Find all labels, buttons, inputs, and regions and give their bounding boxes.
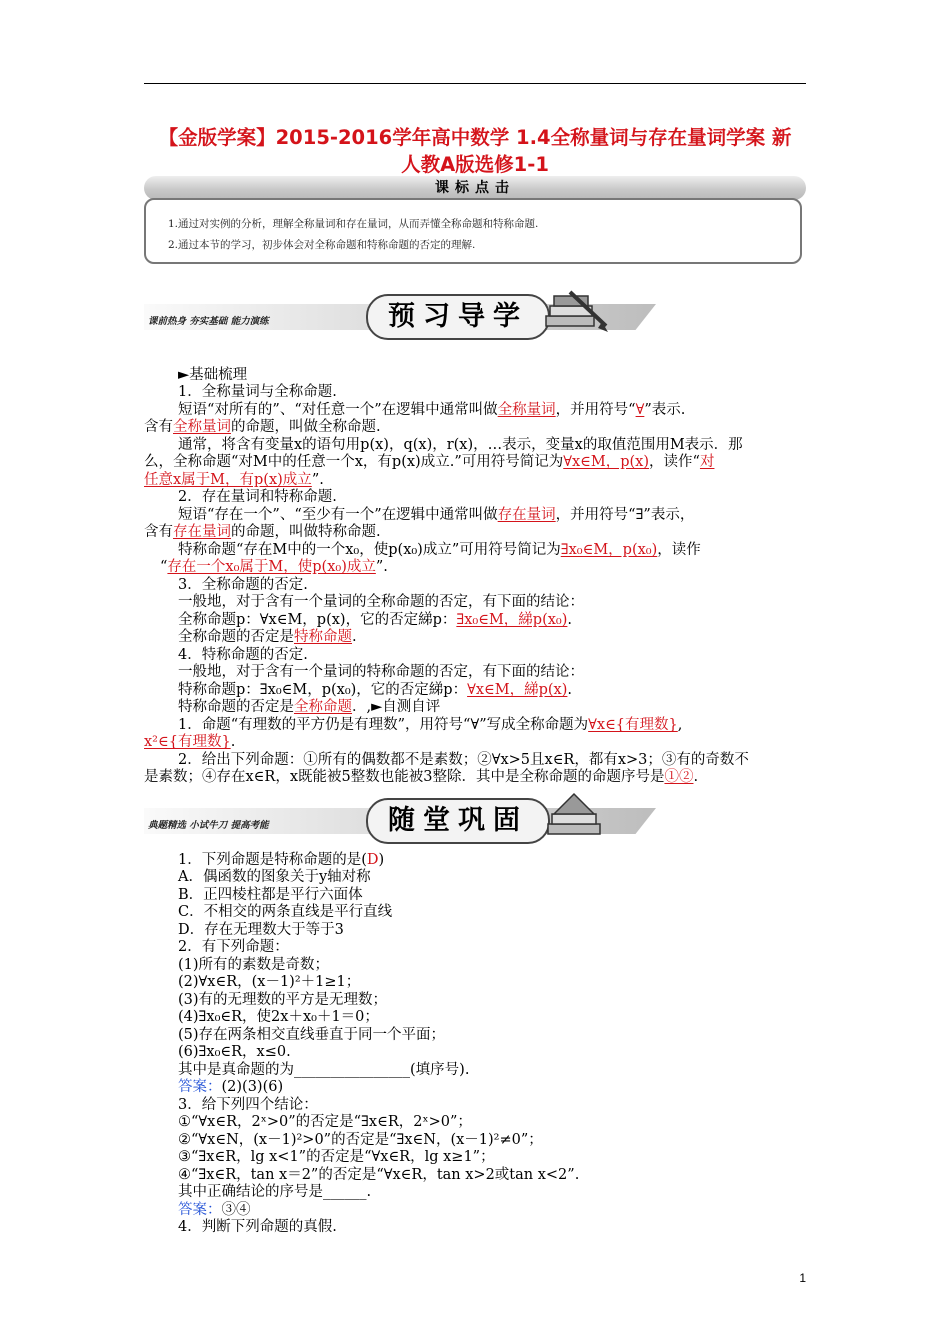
text-segment: . bbox=[230, 734, 236, 750]
text-segment: D bbox=[366, 852, 379, 868]
text-line bbox=[144, 769, 698, 786]
text-line bbox=[178, 957, 329, 974]
answer-fill: 全称量词 bbox=[173, 419, 231, 435]
answer-fill: 对 bbox=[699, 454, 715, 470]
text-line bbox=[178, 629, 357, 646]
text-segment: A．偶函数的图象关于y轴对称 bbox=[178, 869, 371, 885]
section-title: 随堂巩固 bbox=[366, 798, 550, 844]
answer-fill: 特称命题 bbox=[294, 629, 352, 645]
text-segment: ，读作“ bbox=[649, 454, 700, 470]
text-line bbox=[144, 524, 381, 541]
text-segment: B．正四棱柱都是平行六面体 bbox=[178, 887, 363, 903]
text-line bbox=[178, 647, 308, 664]
answer-fill: ∃x₀∈M，p(x₀) bbox=[560, 542, 658, 558]
page-number: 1 bbox=[799, 1271, 806, 1285]
text-segment: ②“∀x∈N，(x－1)²>0”的否定是“∃x∈N，(x－1)²≠0”； bbox=[178, 1132, 543, 1148]
text-segment: . bbox=[567, 682, 572, 698]
text-line bbox=[178, 664, 584, 681]
text-segment: 短语“对所有的”、“对任意一个”在逻辑中通常叫做 bbox=[178, 402, 498, 418]
text-segment: 是素数；④存在x∈R，x既能被5整数也能被3整除．其中是全称命题的命题序号是 bbox=[144, 769, 665, 785]
text-segment: (3)有的无理数的平方是无理数； bbox=[178, 992, 388, 1008]
text-segment: ①“∀x∈R，2ˣ>0”的否定是“∃x∈R，2ˣ>0”； bbox=[178, 1114, 472, 1130]
text-segment: 么，全称命题“对M中的任意一个x，有p(x)成立.”可用符号简记为 bbox=[144, 454, 564, 470]
text-line bbox=[178, 717, 682, 734]
answer-fill: 全称量词 bbox=[497, 402, 556, 418]
answer-fill: ①② bbox=[664, 769, 694, 785]
text-line bbox=[178, 699, 440, 716]
text-line bbox=[178, 489, 337, 506]
text-segment: . bbox=[693, 769, 699, 785]
text-line bbox=[144, 454, 714, 471]
text-line bbox=[178, 752, 749, 769]
text-segment: 其中正确结论的序号是______. bbox=[178, 1184, 372, 1200]
answer-fill: ∀x∈{有理数} bbox=[588, 717, 678, 733]
text-line bbox=[178, 542, 701, 559]
text-segment: 2．有下列命题： bbox=[178, 939, 289, 955]
objectives-banner: 课标点击 bbox=[144, 176, 806, 200]
text-segment: 2．给出下列命题：①所有的偶数都不是素数；②∀x>5且x∈R，都有x>3；③有的奇数不 bbox=[178, 752, 749, 768]
answer-fill: ∀x∈M，綈p(x) bbox=[467, 682, 568, 698]
text-line bbox=[178, 1132, 543, 1149]
text-segment: 1．下列命题是特称命题的是( bbox=[178, 852, 367, 868]
answer-fill: 存在一个x₀属于M，使p(x₀)成立 bbox=[167, 559, 376, 575]
text-segment: 3．给下列四个结论： bbox=[178, 1097, 318, 1113]
text-segment: ►基础梳理 bbox=[178, 367, 248, 383]
objectives-box bbox=[144, 198, 802, 264]
text-segment: (2)(3)(6) bbox=[221, 1079, 284, 1095]
text-line bbox=[178, 507, 694, 524]
text-line bbox=[178, 402, 685, 419]
text-segment: ，并用符号“∃”表示， bbox=[555, 507, 695, 523]
text-line bbox=[144, 734, 235, 751]
answer-fill: ∃x₀∈M，綈p(x₀) bbox=[456, 612, 568, 628]
text-line bbox=[178, 594, 584, 611]
text-segment: 全称命题的否定是 bbox=[178, 629, 294, 645]
text-segment: ．,►自测自评 bbox=[352, 699, 441, 715]
text-segment: 一般地，对于含有一个量词的全称命题的否定，有下面的结论： bbox=[178, 594, 584, 610]
text-segment: 通常，将含有变量x的语句用p(x)，q(x)，r(x)，…表示，变量x的取值范围用M表示．那 bbox=[178, 437, 743, 453]
text-line bbox=[144, 472, 324, 489]
text-segment: ，读作 bbox=[657, 542, 701, 558]
section-tagline: 课前热身 夯实基础 能力演练 bbox=[148, 316, 269, 327]
answer-fill: 任意x属于M，有p(x)成立 bbox=[144, 472, 312, 488]
text-line bbox=[144, 419, 381, 436]
answer-fill: ∀x∈M，p(x) bbox=[563, 454, 650, 470]
text-segment: (5)存在两条相交直线垂直于同一个平面； bbox=[178, 1027, 446, 1043]
text-segment: 4．特称命题的否定. bbox=[178, 647, 308, 663]
title-line-1: 【金版学案】2015-2016学年高中数学 1.4全称量词与存在量词学案 新 bbox=[158, 126, 792, 149]
text-segment: ) bbox=[378, 852, 385, 868]
text-line bbox=[178, 682, 572, 699]
text-segment: 2．存在量词和特称命题. bbox=[178, 489, 337, 505]
text-line bbox=[178, 612, 572, 629]
text-segment: 1．命题“有理数的平方仍是有理数”，用符号“∀”写成全称命题为 bbox=[178, 717, 589, 733]
answer-fill: 存在量词 bbox=[497, 507, 556, 523]
text-line bbox=[178, 1009, 379, 1026]
text-segment: 特称命题p：∃x₀∈M，p(x₀)，它的否定綈p： bbox=[178, 682, 468, 698]
text-line bbox=[178, 1114, 472, 1131]
text-segment: 4．判断下列命题的真假. bbox=[178, 1219, 337, 1235]
text-line bbox=[178, 939, 289, 956]
text-segment: (2)∀x∈R，(x－1)²＋1≥1； bbox=[178, 974, 361, 990]
answer-fill: 存在量词 bbox=[173, 524, 231, 540]
text-line bbox=[178, 384, 337, 401]
text-segment: C．不相交的两条直线是平行直线 bbox=[178, 904, 393, 920]
text-segment: . bbox=[352, 629, 357, 645]
text-segment: ”. bbox=[375, 559, 388, 575]
text-line bbox=[178, 992, 387, 1009]
text-line bbox=[178, 1044, 291, 1061]
text-line bbox=[178, 1149, 495, 1166]
text-line bbox=[178, 1079, 283, 1096]
text-segment: 特称命题“存在M中的一个x₀，使p(x₀)成立”可用符号简记为 bbox=[178, 542, 561, 558]
text-line bbox=[178, 577, 308, 594]
title-line-2: 人教A版选修1-1 bbox=[401, 153, 549, 176]
text-segment: ③④ bbox=[221, 1202, 251, 1218]
text-line bbox=[178, 367, 247, 384]
text-segment: (4)∃x₀∈R，使2x＋x₀＋1＝0； bbox=[178, 1009, 379, 1025]
answer-label: 答案： bbox=[178, 1079, 222, 1095]
text-line bbox=[178, 869, 371, 886]
text-line bbox=[178, 974, 360, 991]
section-preview-header bbox=[144, 286, 806, 342]
header-rule bbox=[144, 83, 806, 84]
text-line bbox=[160, 559, 388, 576]
text-segment: 一般地，对于含有一个量词的特称命题的否定，有下面的结论： bbox=[178, 664, 584, 680]
section-title: 预习导学 bbox=[366, 294, 550, 340]
text-segment: ，并用符号“ bbox=[555, 402, 636, 418]
text-line bbox=[178, 437, 743, 454]
objective-item: 1.通过对实例的分析，理解全称量词和存在量词，从而弄懂全称命题和特称命题. bbox=[168, 218, 539, 230]
text-segment: 的命题，叫做全称命题. bbox=[231, 419, 381, 435]
books-pencil-icon bbox=[540, 286, 610, 342]
text-segment: (6)∃x₀∈R，x≤0. bbox=[178, 1044, 291, 1060]
text-segment: ”表示. bbox=[644, 402, 686, 418]
answer-fill: ∀ bbox=[635, 402, 645, 418]
text-line bbox=[178, 887, 363, 904]
text-segment: “ bbox=[160, 559, 168, 575]
answer-fill: x²∈{有理数} bbox=[144, 734, 231, 750]
text-line bbox=[178, 852, 384, 869]
section-review-header bbox=[144, 790, 806, 846]
text-segment: 全称命题p：∀x∈M，p(x)，它的否定綈p： bbox=[178, 612, 457, 628]
text-segment: 特称命题的否定是 bbox=[178, 699, 294, 715]
book-stack-icon bbox=[540, 790, 610, 846]
text-segment: 的命题，叫做特称命题. bbox=[231, 524, 381, 540]
page-title bbox=[100, 124, 850, 178]
text-segment: 含有 bbox=[144, 419, 173, 435]
answer-fill: 全称命题 bbox=[294, 699, 352, 715]
text-line bbox=[178, 1167, 579, 1184]
answer-label: 答案： bbox=[178, 1202, 222, 1218]
text-line bbox=[178, 904, 392, 921]
section-tagline: 典题精选 小试牛刀 提高考能 bbox=[148, 820, 269, 831]
text-line bbox=[178, 1219, 337, 1236]
text-line bbox=[178, 1184, 371, 1201]
text-segment: 其中是真命题的为________________(填序号). bbox=[178, 1062, 470, 1078]
text-segment: ”. bbox=[311, 472, 324, 488]
text-line bbox=[178, 922, 344, 939]
text-segment: 含有 bbox=[144, 524, 173, 540]
text-line bbox=[178, 1097, 318, 1114]
text-segment: ③“∃x∈R，lg x<1”的否定是“∀x∈R，lg x≥1”； bbox=[178, 1149, 495, 1165]
text-segment: 3．全称命题的否定. bbox=[178, 577, 308, 593]
text-line bbox=[178, 1202, 251, 1219]
text-segment: , bbox=[677, 717, 683, 733]
text-segment: (1)所有的素数是奇数； bbox=[178, 957, 330, 973]
objective-item: 2.通过本节的学习，初步体会对全称命题和特称命题的否定的理解. bbox=[168, 239, 476, 251]
text-segment: . bbox=[567, 612, 572, 628]
text-line bbox=[178, 1062, 469, 1079]
text-segment: 1．全称量词与全称命题. bbox=[178, 384, 337, 400]
text-segment: 短语“存在一个”、“至少有一个”在逻辑中通常叫做 bbox=[178, 507, 498, 523]
text-segment: D．存在无理数大于等于3 bbox=[178, 922, 344, 938]
text-line bbox=[178, 1027, 445, 1044]
text-segment: ④“∃x∈R，tan x＝2”的否定是“∀x∈R，tan x>2或tan x<2”. bbox=[178, 1167, 580, 1183]
